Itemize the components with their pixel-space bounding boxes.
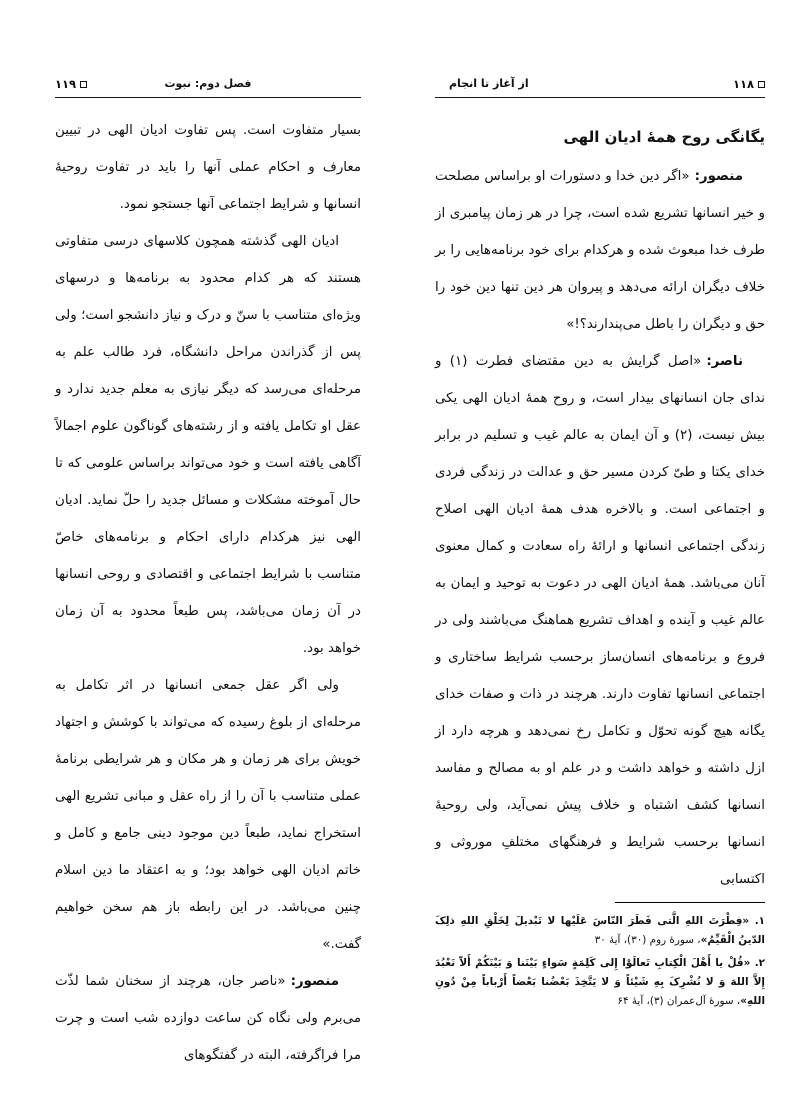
paragraph-text: «اصل گرایش به دین مقتضای فطرت (۱) و ندای جان انسانهای بیدار است، و روح همهٔ ادیان الهی یکی بیش نیست، (۲) و آن ایمان به عالم غیب و تسلیم در برابر خدای یکتا و طیّ کردن مسیر حق و عدالت در زندگی فردی و اجتماعی است. و بالاخره هدف همهٔ ادیان الهی اصلاح زندگی اجتماعی انسانها و ارائهٔ راه سعادت و کمال معنوی آنان می‌باشد. همهٔ ادیان الهی در دعوت به توحید و ایمان به عالم غیب و آینده و اهداف تشریع هماهنگ می‌باشند ولی در فروع و برنامه‌های انسان‌ساز برحسب شرایط ساختاری و اجتماعی انسانها تفاوت دارند. هرچند در ذات و صفات خدای یگانه هیچ گونه تحوّل و تکامل رخ نمی‌دهد و هرچه دارد از ازل داشته و خواهد داشت و در علم او به مصالح و مفاسد انسانها کشف اشتباه و خلاف پیش نمی‌آید، ولی روحیهٔ انسانها برحسب شرایط و فرهنگهای مختلفِ موروثی و اکتسابی (435, 354, 766, 887)
footnote-reference: ، سورهٔ روم (۳۰)، آیهٔ ۳۰ (594, 934, 701, 946)
paragraph: ولی اگر عقل جمعی انسانها در اثر تکامل به مرحله‌ای از بلوغ رسیده که می‌تواند با کوشش و اجتهاد خویش برای هر زمان و هر مکان و هر شرایطی برنامهٔ عملی متناسب با آن را از راه عقل و مبانی تشریع الهی استخراج نماید، طبعاً دین موجود دینی جامع و کامل و خاتم ادیان الهی خواهد بود؛ و به اعتقاد ما دین اسلام چنین می‌باشد. در این رابطه باز هم سخن خواهیم گفت.» (55, 678, 361, 952)
right-header-title: از آغاز تا انجام (449, 77, 529, 90)
footnote-1 (435, 912, 765, 950)
right-page-number-text: ۱۱۸ (732, 77, 754, 91)
speaker-label: منصور: (290, 974, 339, 989)
section-title: یگانگی روح همهٔ ادیان الهی (563, 128, 765, 146)
paragraph: ادیان الهی گذشته همچون کلاسهای درسی متفاوتی هستند که هر کدام محدود به برنامه‌ها و درسهای ویژه‌ای متناسب با سنّ و درک و نیاز دانشجو است؛ ولی پس از گذراندن مراحل دانشگاه، فرد طالب علم به مرحله‌ای می‌رسد که دیگر نیازی به معلم جدید ندارد و عقل او تکامل یافته و از رشته‌های گوناگون علوم اجمالاً آگاهی یافته است و خود می‌تواند براساس علومی که تا حال آموخته مشکلات و مسائل جدید را حلّ نماید. ادیان الهی نیز هرکدام دارای احکام و برنامه‌های خاصّ متناسب با شرایط اجتماعی و اقتصادی و روحی انسانها در آن زمان می‌باشد، پس طبعاً محدود به آن زمان خواهد بود. (55, 234, 361, 656)
dialog-paragraph-mansur (55, 963, 361, 1074)
page-118 (435, 76, 766, 1007)
left-page-number (55, 77, 87, 91)
paragraph-text: «ناصر جان، هرچند از سخنان شما لذّت می‌برم ولی نگاه کن ساعت دوازده شب است و چرت مرا فراگرفته، البته در گفتگوهای (55, 974, 361, 1063)
dialog-paragraph-mansur (435, 158, 765, 343)
footnote-reference: ، سورهٔ آل‌عمران (۳)، آیهٔ ۶۴ (617, 995, 741, 1007)
page-119 (55, 76, 361, 1074)
paragraph-text: «اگر دین خدا و دستورات او براساس مصلحت و خیر انسانها تشریع شده است، چرا در هر زمان پیامبری از طرف خدا مبعوث شده و هرکدام برای خود برنامه‌هایی را بر خلاف دیگران ارائه می‌دهد و پیروان هر دین تنها دین خود را حق و دیگران را باطل می‌پندارند؟!» (435, 169, 765, 332)
dialog-paragraph-naser (435, 343, 765, 898)
left-running-head (55, 76, 361, 98)
left-header-title: فصل دوم: نبوت (164, 77, 252, 90)
footnotes-block (435, 898, 765, 1015)
footnote-2 (435, 954, 765, 1011)
folio-ornament-icon (758, 81, 765, 88)
speaker-label: ناصر: (706, 354, 743, 369)
right-running-head (435, 76, 765, 98)
speaker-label: منصور: (694, 169, 743, 184)
right-page-number (733, 77, 765, 91)
footnote-verse: ۱. «فِطْرَتَ اللهِ الَّتی فَطَرَ النّاسَ عَلَیْها لا تَبْدیلَ لِخَلْقِ اللهِ ذلِکَ الدّینُ الْقَیِّمُ» (435, 915, 765, 946)
footnote-divider (615, 902, 765, 903)
footnote-verse: ۲. «قُلْ یا أَهْلَ الْکِتابِ تَعالَوْا إِلی کَلِمَةٍ سَواءٍ بَیْنَنا وَ بَیْنَکُمْ أَلاّ نَعْبُدَ إِلاَّ اللهَ وَ لا نُشْرِکَ بِهِ شَیْئاً وَ لا یَتَّخِذَ بَعْضُنا بَعْضاً أَرْباباً مِنْ دُونِ اللهِ» (435, 957, 765, 1007)
folio-ornament-icon (80, 81, 87, 88)
left-page-number-text: ۱۱۹ (55, 77, 77, 91)
paragraph-continuation: بسیار متفاوت است. پس تفاوت ادیان الهی در تبیین معارف و احکام عملی آنها را باید در تفاوت روحیهٔ انسانها و شرایط اجتماعی آنها جستجو نمود. (55, 123, 361, 212)
